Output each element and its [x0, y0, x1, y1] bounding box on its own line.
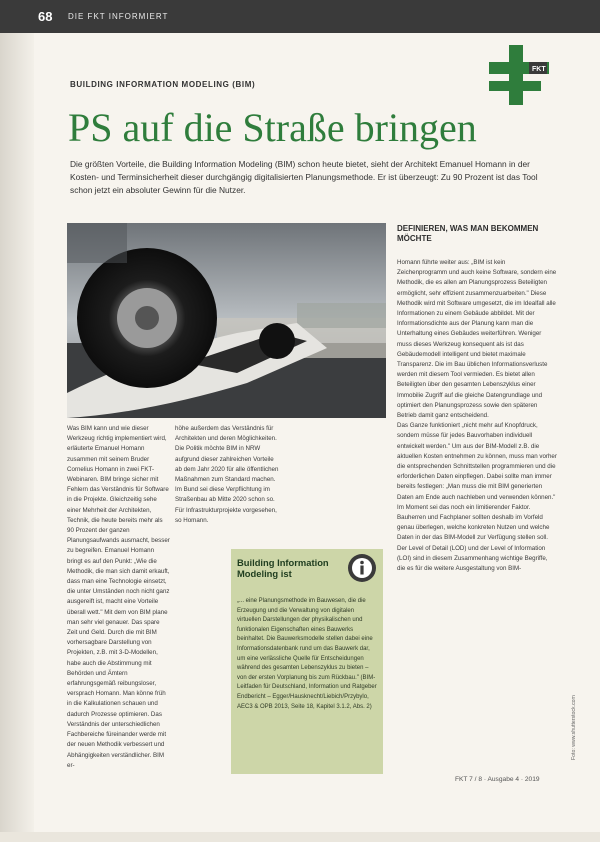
logo-text: FKT: [532, 66, 546, 73]
page-gutter-shadow: [0, 33, 34, 842]
page-number: 68: [38, 9, 53, 24]
kicker: BUILDING INFORMATION MODELING (BIM): [70, 80, 256, 89]
page-bottom-edge: [0, 832, 600, 842]
info-box: [231, 549, 383, 774]
lead-paragraph: Die größten Vorteile, die Building Information Modeling (BIM) schon heute bietet, sieht der Architekt Emanuel Homann in der Kosten- und Terminsicherheit dieser durchgängig digitalisierten Planungsmethode. Er ist überzeugt: Zu 90 Prozent ist das Tool schon jetzt ein absoluter Gewinn für die Nutzer.: [70, 159, 538, 195]
section-label: DIE FKT INFORMIERT: [68, 12, 169, 21]
info-icon: [347, 553, 377, 583]
body-column-3: Homann führte weiter aus: „BIM ist kein Zeichenprogramm und auch keine Software, sondern eine Methodik, die es allen am Planungsprozess Beteiligten ermöglicht, sehr effizient zusammenzuarbeiten." Diese Methodik wird mit Software umgesetzt, die im Idealfall alle Informationen zu einem Gebäude abbildet. Mit der Informationsdichte aus der Planung kann man die Unterhaltung eines Gebäudes weiterführen. Weniger muss dieses Werkzeug konsequent als ist das Gebäudemodell intelligent und bietet maximale Transparenz. Die im Bau üblichen Informationsverluste werden mit diesem Tool vermieden. Es bietet allen Beteiligten über den gesamten Lebenszyklus einer Immobilie Zugriff auf die gleiche Datengrundlage und optimiert den Planungsprozess sowie den späteren Betrieb damit ganz entscheidend. Das Ganze funktioniert „nicht mehr auf Knopfdruck, sondern müsse für jedes Bauvorhaben individuell entwickelt werden." Um aus der BIM-Modell z.B. die aktuellen Kosten entnehmen zu können, muss man vorher die entsprechenden Schnittstellen programmieren und die erforderlichen Daten einpflegen. Dabei sollte man immer bereits festlegen: „Man muss die mit BIM generierten Daten am Ende auch nachleben und verwenden können." Im Moment sei das noch ein limitierender Faktor. Bauherren und Fachplaner sollten deshalb im Vorfeld genau überlegen, welche konkreten Nutzen und welche Daten in der das BIM-Modell zur Verfügung stellen soll. Der Level of Detail (LOD) und der Level of Information (LOI) sind in diesem Zusammenhang wichtige Begriffe, die es für die weitere Ausgestaltung von BIM-: [397, 259, 557, 573]
header-bar: [0, 0, 600, 33]
article-title: PS auf die Straße bringen: [68, 105, 477, 150]
info-box-heading: Building Information Modeling ist: [237, 557, 329, 579]
column-subheading: DEFINIEREN, WAS MAN BEKOMMEN MÖCHTE: [397, 224, 539, 243]
body-column-2: höhe außerdem das Verständnis für Architekten und deren Möglichkeiten. Die Politik möchte BIM in NRW aufgrund dieser zahlreichen Vorteile ab dem Jahr 2020 für alle öffentlichen Maßnahmen zum Standard machen. Im Bund sei diese Verpflichtung im Straßenbau ab Mitte 2020 schon so. Für Infrastrukturprojekte vorgesehen, so Homann.: [175, 425, 279, 524]
info-box-body: „... eine Planungsmethode im Bauwesen, die die Erzeugung und die Verwaltung von digitalen virtuellen Darstellungen der physikalischen und funktionalen Eigenschaften eines Bauwerks beinhaltet. Die Bauwerksmodelle stellen dabei eine Informationsdatenbank rund um das Bauwerk dar, um eine verlässliche Quelle für Entscheidungen während des gesamten Lebenszyklus zu bieten – von der ersten Vorplanung bis zum Rückbau." (BIM-Leitfaden für Deutschland, Information und Ratgeber Endbericht – Egger/Hausknecht/Liebich/Przybylo, AEC3 & OPB 2013, Seite 18, Kapitel 3.1.2, Abs. 2): [237, 598, 377, 710]
page-footer: FKT 7 / 8 · Ausgabe 4 · 2019: [455, 776, 540, 783]
side-credit: [568, 560, 578, 760]
race-car-photo: [67, 223, 386, 418]
side-credit-text: Foto: www.shutterstock.com: [571, 695, 577, 760]
body-column-1: Was BIM kann und wie dieser Werkzeug richtig implementiert wird, erläuterte Emanuel Homann zusammen mit seinem Bruder Cornelius Homann in zwei FKT-Webinaren. BIM bringe sicher mit Fehlern das Verständnis für Software in die Projekte. Gleichzeitig sehe einer Mehrheit der Architekten, Technik, die heute bereits mehr als 90 Prozent der ganzen Planungsaufwands ausmacht, besser zu begreifen. Emanuel Homann bringt es auf den Punkt: „Wie die Methodik, die man sich damit erkauft, dass man eine Technologie einsetzt, die unter Umständen noch nicht ganz ausgereift ist, macht eine Vorteile überall wett." Mit dem von BIM plane man sehr viel genauer. Das spare Zeit und Geld. Durch die mit BIM vorhersagbare Darstellung von Projekten, z.B. mit 3-D-Modellen, habe auch die Abstimmung mit Behörden und Ämtern erfahrungsgemäß reibungsloser, versprach Homann. Man könne früh in die Kalkulationen schauen und dadurch Prozesse optimieren. Das Verständnis der unterschiedlichen Fachbereiche füreinander werde mit der neuen Methodik verbessert und Abhängigkeiten verständlicher. BIM er-: [67, 425, 170, 768]
fkt-cross-logo: [489, 45, 549, 105]
